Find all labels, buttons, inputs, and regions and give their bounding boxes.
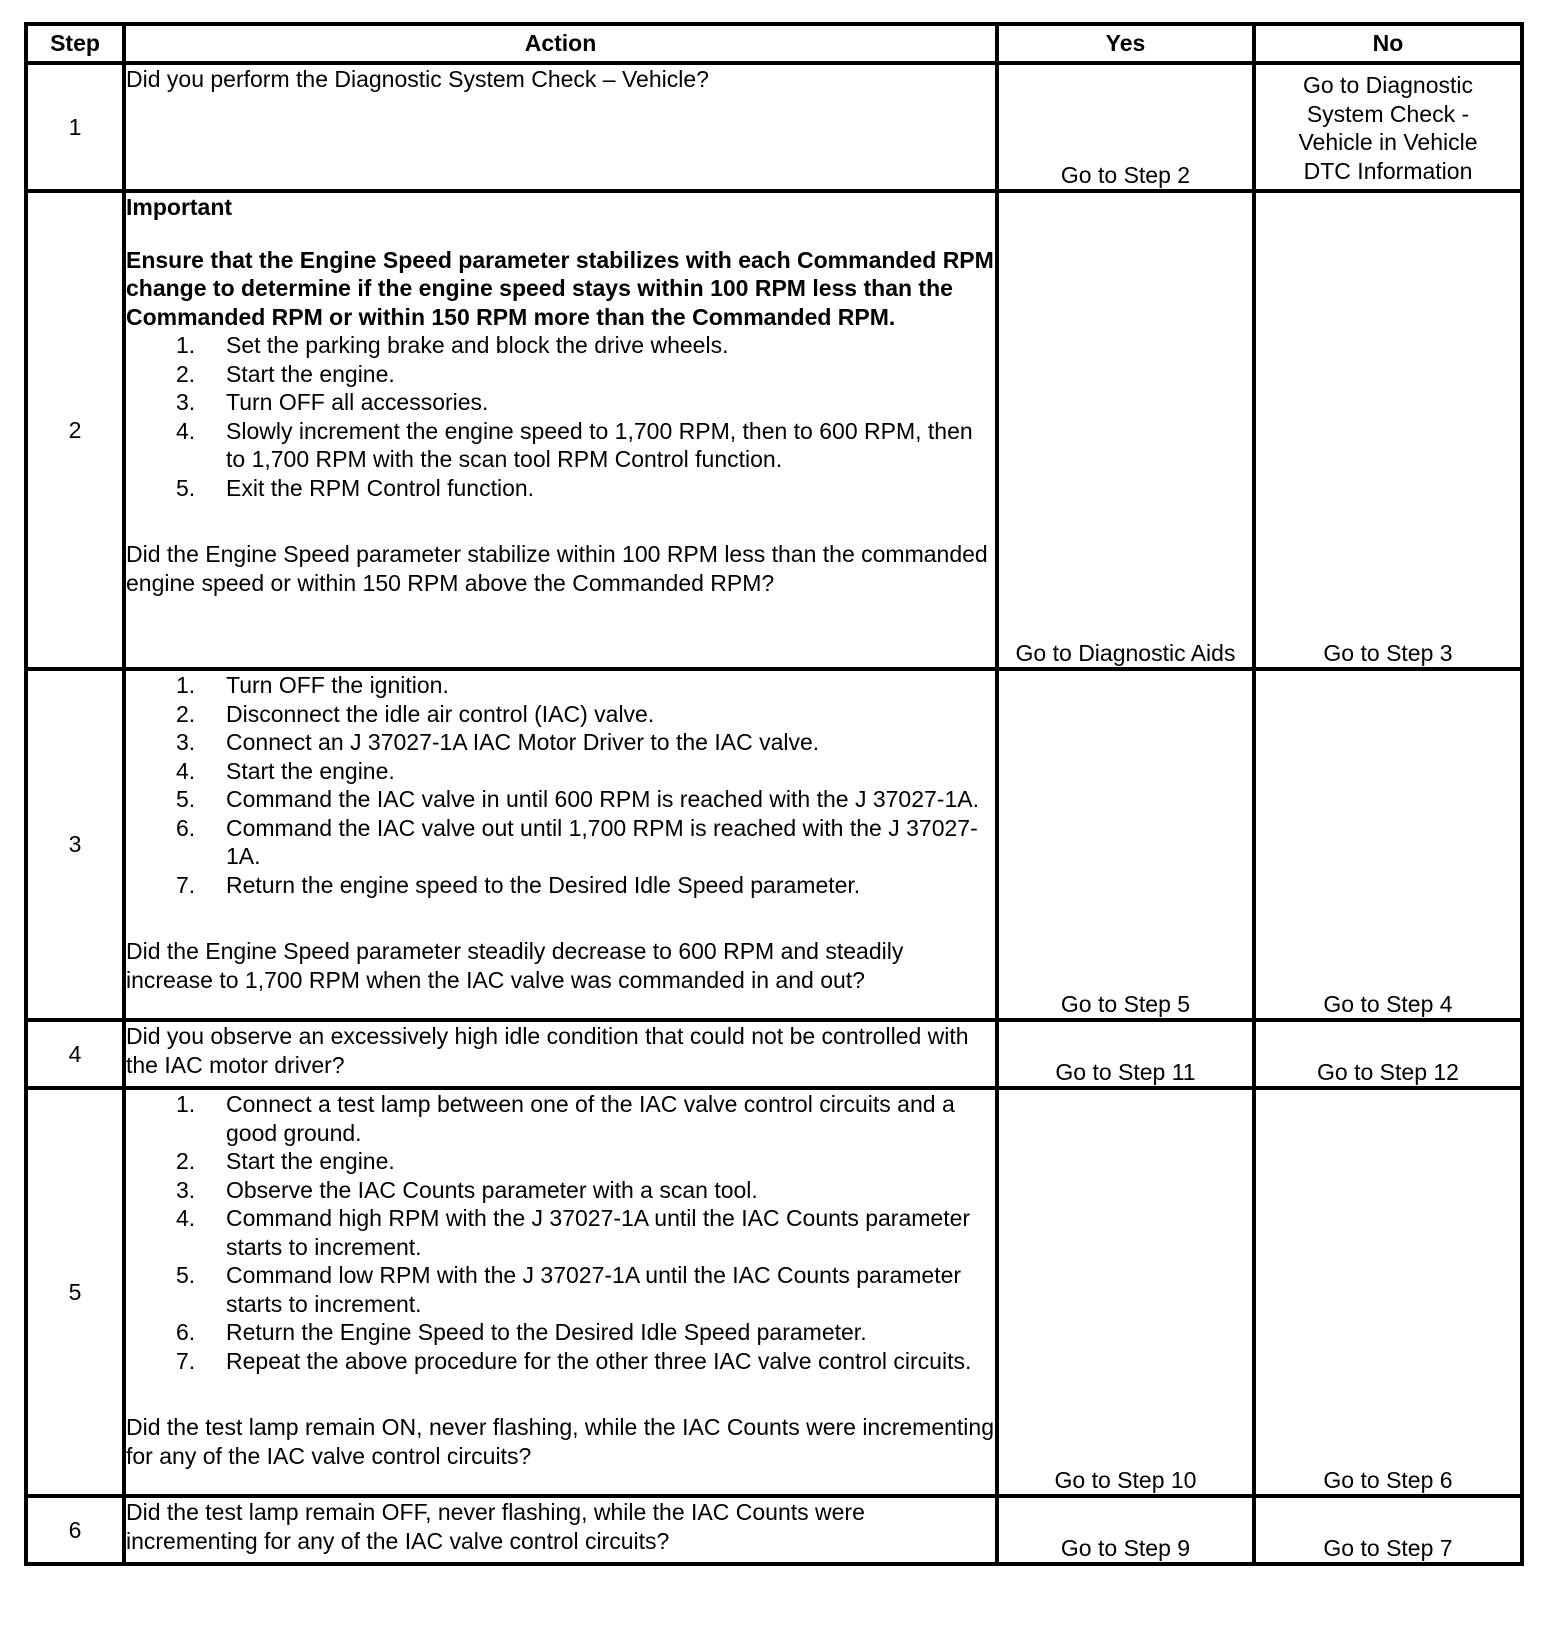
important-label: Important (126, 194, 233, 220)
procedure-list (126, 331, 995, 502)
no-outcome-line: DTC Information (1303, 157, 1473, 184)
yes-outcome: Go to Step 10 (997, 1088, 1254, 1496)
action-cell (124, 63, 997, 191)
table-row-step-3 (26, 669, 1522, 1020)
table-header-row (26, 24, 1522, 63)
action-question: Did the test lamp remain OFF, never flashing, while the IAC Counts were incrementing for any of the IAC valve control circuits? (126, 1499, 865, 1554)
yes-outcome: Go to Step 9 (997, 1496, 1254, 1564)
important-text: Ensure that the Engine Speed parameter stabilizes with each Commanded RPM change to determine if the engine speed stays within 100 RPM less than the Commanded RPM or within 150 RPM more than the Commanded RPM. (126, 246, 994, 330)
action-question: Did you observe an excessively high idle condition that could not be controlled with the IAC motor driver? (126, 1023, 969, 1078)
table-row-step-6 (26, 1496, 1522, 1564)
header-yes: Yes (997, 24, 1254, 63)
action-question: Did the test lamp remain ON, never flashing, while the IAC Counts were incrementing for any of the IAC valve control circuits? (126, 1414, 995, 1469)
procedure-item: 7. Return the engine speed to the Desired Idle Speed parameter. (176, 871, 861, 898)
yes-outcome: Go to Diagnostic Aids (997, 191, 1254, 669)
action-question: Did you perform the Diagnostic System Check – Vehicle? (126, 66, 709, 92)
step-number: 6 (26, 1496, 124, 1564)
procedure-item: 6. Command the IAC valve out until 1,700 RPM is reached with the J 37027-1A. (176, 814, 978, 869)
diagnostic-table (24, 22, 1524, 1566)
yes-outcome: Go to Step 11 (997, 1020, 1254, 1088)
procedure-item: 4. Start the engine. (176, 757, 395, 784)
no-outcome (1254, 63, 1522, 191)
procedure-item: 5. Command the IAC valve in until 600 RPM is reached with the J 37027-1A. (176, 786, 979, 812)
step-number: 1 (26, 63, 124, 191)
procedure-item: 4. Slowly increment the engine speed to 1,700 RPM, then to 600 RPM, then to 1,700 RPM with the scan tool RPM Control function. (176, 417, 973, 472)
no-outcome: Go to Step 12 (1254, 1020, 1522, 1088)
step-number: 2 (26, 191, 124, 669)
no-outcome: Go to Step 4 (1254, 669, 1522, 1020)
action-cell (124, 1496, 997, 1564)
no-outcome: Go to Step 7 (1254, 1496, 1522, 1564)
action-question: Did the Engine Speed parameter stabilize within 100 RPM less than the commanded engine speed or within 150 RPM above the Commanded RPM? (126, 541, 988, 596)
procedure-item: 3. Connect an J 37027-1A IAC Motor Driver to the IAC valve. (176, 729, 820, 755)
action-cell (124, 191, 997, 669)
table-row-step-2 (26, 191, 1522, 669)
step-number: 4 (26, 1020, 124, 1088)
procedure-item: 3. Turn OFF all accessories. (176, 389, 489, 415)
no-outcome-line: Vehicle in Vehicle (1298, 129, 1478, 155)
procedure-item: 1. Connect a test lamp between one of the IAC valve control circuits and a good ground. (176, 1091, 955, 1146)
no-outcome-line: Go to Diagnostic (1302, 72, 1474, 98)
no-outcome-line: System Check - (1306, 100, 1470, 127)
procedure-item: 1. Set the parking brake and block the drive wheels. (176, 332, 729, 358)
procedure-item: 5. Exit the RPM Control function. (176, 474, 535, 501)
procedure-item: 5. Command low RPM with the J 37027-1A until the IAC Counts parameter starts to increment. (176, 1262, 962, 1317)
procedure-item: 6. Return the Engine Speed to the Desired Idle Speed parameter. (176, 1319, 867, 1345)
action-cell (124, 1088, 997, 1496)
procedure-item: 7. Repeat the above procedure for the other three IAC valve control circuits. (176, 1347, 972, 1374)
procedure-item: 1. Turn OFF the ignition. (176, 672, 449, 698)
header-action: Action (124, 24, 997, 63)
procedure-item: 4. Command high RPM with the J 37027-1A until the IAC Counts parameter starts to increment. (176, 1205, 971, 1260)
yes-outcome: Go to Step 2 (997, 63, 1254, 191)
table-row-step-5 (26, 1088, 1522, 1496)
table-row-step-4 (26, 1020, 1522, 1088)
procedure-list (126, 671, 995, 899)
step-number: 3 (26, 669, 124, 1020)
action-question: Did the Engine Speed parameter steadily decrease to 600 RPM and steadily increase to 1,700 RPM when the IAC valve was commanded in and out? (126, 938, 904, 993)
table-row-step-1 (26, 63, 1522, 191)
no-outcome: Go to Step 6 (1254, 1088, 1522, 1496)
header-step: Step (26, 24, 124, 63)
action-cell (124, 1020, 997, 1088)
procedure-list (126, 1090, 995, 1375)
diagnostic-table-sheet (24, 22, 1520, 1566)
step-number: 5 (26, 1088, 124, 1496)
procedure-item: 3. Observe the IAC Counts parameter with a scan tool. (176, 1176, 758, 1203)
procedure-item: 2. Start the engine. (176, 360, 395, 387)
header-no: No (1254, 24, 1522, 63)
yes-outcome: Go to Step 5 (997, 669, 1254, 1020)
procedure-item: 2. Disconnect the idle air control (IAC) valve. (176, 700, 655, 727)
no-outcome: Go to Step 3 (1254, 191, 1522, 669)
action-cell (124, 669, 997, 1020)
procedure-item: 2. Start the engine. (176, 1148, 395, 1174)
